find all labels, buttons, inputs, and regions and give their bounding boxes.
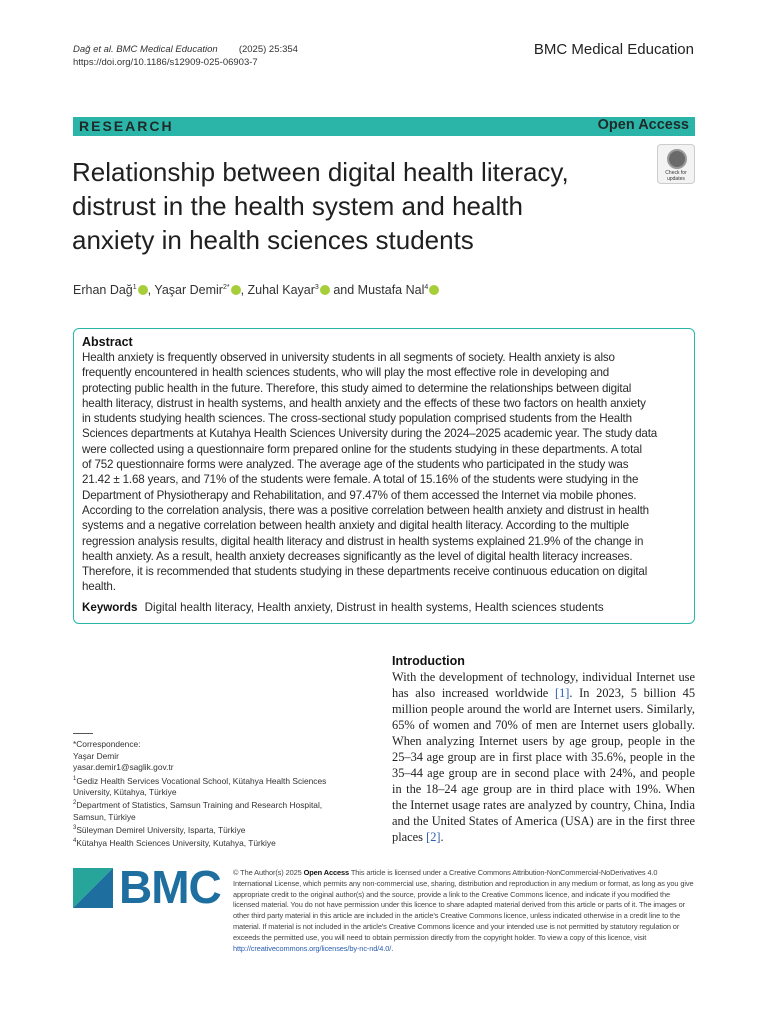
author-affiliation-sup: 2* <box>222 283 230 291</box>
abstract-line: Sciences departments at Kutahya Health Sciences University during the 2024–2025 academic year. The study data <box>82 427 658 441</box>
bmc-logo-text: BMC <box>119 861 221 913</box>
license-notice <box>233 868 695 954</box>
intro-text: With the development of technology, individual Internet use has also increased worldwide <box>392 670 695 701</box>
author-name[interactable]: Zuhal Kayar <box>247 283 315 297</box>
abstract-line: Health anxiety is frequently observed in university students in all segments of society. Health anxiety is also <box>82 351 615 364</box>
authors-connector: and <box>333 283 355 297</box>
affiliation-sup: 2 <box>73 800 77 807</box>
affiliation-text: Kütahya Health Sciences University, Kutahya, Türkiye <box>76 838 276 849</box>
abstract-line: regression analysis results, digital health literacy and distrust in health systems explained 21.9% of the change in <box>82 534 644 548</box>
abstract-line: health anxiety. As a result, health anxiety decreases significantly as the level of digital health literacy increases. <box>82 549 633 563</box>
abstract-heading: Abstract <box>82 335 133 349</box>
abstract-line: systems and a negative correlation between health anxiety and digital health literacy. According to the multiple <box>82 519 629 533</box>
footnote-divider <box>73 733 93 734</box>
journal-name: BMC Medical Education <box>533 41 694 58</box>
abstract-line: in students studying health sciences. The cross-sectional study population comprised students from the Health <box>82 412 632 426</box>
author-name[interactable]: Erhan Dağ <box>73 283 133 297</box>
abstract-box <box>73 328 695 624</box>
intro-text: . In 2023, 5 billion 45 million people around the world are Internet users. Similarly, 65% of women and 70% of men are Internet users globally. When analyzing Internet users by age group, people in the 25–34 age group are in first place with 35.6%, people in the 35–44 age group are in second place with 24%, and people in the 18–24 age group are in third place with 19%. When the Internet usage rates are analyzed by country, China, India and the United States of America (USA) are in the first three places <box>392 686 696 845</box>
title-line-2: distrust in the health system and health <box>72 191 523 221</box>
article-title <box>72 155 632 257</box>
abstract-body <box>82 350 686 595</box>
article-type-banner <box>73 117 695 136</box>
abstract-line: of 752 questionnaire forms were analyzed. The average age of the students who participated in the study was <box>82 458 629 472</box>
license-text: This article is licensed under a Creative Commons Attribution-NonCommercial-NoDerivatives 4.0 International License, which permits any non-commercial use, sharing, distribution and reproduction in any medium or format, as long as you give appropriate credit to the original author(s) and the source, provide a link to the Creative Commons licence, and indicate if you modified the licensed material. You do not have permission under this licence to share adapted material derived from this article or parts of it. The images or other third party material in this article are included in the article's Creative Commons licence, unless indicated otherwise in a credit line to the material. If material is not included in the article's Creative Commons licence and your intended use is not permitted by statutory regulation or exceeds the permitted use, you will need to obtain permission directly from the copyright holder. To view a copy of this licence, visit <box>233 868 694 942</box>
affiliation <box>73 823 353 836</box>
doi-link[interactable]: https://doi.org/10.1186/s12909-025-06903-7 <box>73 57 258 68</box>
affiliation-sup: 4 <box>73 838 77 845</box>
abstract-line: health literacy, distrust in health systems, and health anxiety and the effects of these two factors on health anxiety <box>82 396 646 410</box>
author-name[interactable]: Yaşar Demir <box>154 283 223 297</box>
abstract-line: According to the correlation analysis, there was a positive correlation between health anxiety and distrust in health <box>82 503 649 517</box>
introduction-paragraph <box>392 669 695 846</box>
author-affiliation-sup: 4 <box>424 283 429 291</box>
abstract-line: Department of Physiotherapy and Rehabilitation, and 97.47% of them accessed the Internet via mobile phones. <box>82 488 637 502</box>
citation-authors: Dağ et al. BMC Medical Education <box>73 44 218 55</box>
abstract-line: were collected using a questionnaire form prepared online for the students studying in these departments. A total <box>82 442 642 456</box>
abstract-line: health. <box>82 580 116 594</box>
orcid-icon[interactable] <box>231 285 241 295</box>
abstract-line: Therefore, it is recommended that students studying in these departments receive continuous education on digital <box>82 565 648 579</box>
abstract-line: protecting public health in the future. Therefore, this study aimed to determine the relationships between digital <box>82 381 632 395</box>
bmc-logo <box>73 861 221 914</box>
citation-header <box>73 43 298 69</box>
license-link[interactable]: http://creativecommons.org/licenses/by-nc-nd/4.0/ <box>233 943 392 953</box>
affiliation <box>73 798 353 823</box>
affiliation-sup: 1 <box>73 775 77 782</box>
author-list: Erhan Dağ$^1$ , Yaşar Demir$^{2*}$ , Zuhal Kayar$^3$ and Mustafa Nal$^4$ <box>73 283 439 297</box>
abstract-line: frequently encountered in health sciences students, who will play the most effective role in developing and <box>82 366 610 380</box>
bmc-logo-icon <box>73 868 113 908</box>
affiliation <box>73 774 353 799</box>
correspondence-name: Yaşar Demir <box>73 750 119 761</box>
affiliation-text: Department of Statistics, Samsun Training and Research Hospital, Samsun, Türkiye <box>73 800 323 822</box>
check-updates-text: Check for updates <box>665 170 687 182</box>
citation-link[interactable]: [2] <box>426 830 441 845</box>
license-end: . <box>391 943 394 953</box>
orcid-icon[interactable] <box>429 285 439 295</box>
orcid-icon[interactable] <box>138 285 148 295</box>
keywords-label: Keywords <box>82 601 138 614</box>
orcid-icon[interactable] <box>320 285 330 295</box>
affiliation-sup: 3 <box>73 825 77 832</box>
citation-link[interactable]: [1] <box>554 686 570 701</box>
correspondence-email[interactable]: yasar.demir1@saglik.gov.tr <box>73 762 174 772</box>
keywords <box>82 601 604 614</box>
title-line-3: anxiety in health sciences students <box>72 225 474 255</box>
author-affiliation-sup: 3 <box>314 283 319 291</box>
affiliation-text: Süleyman Demirel University, Isparta, Türkiye <box>76 824 246 835</box>
author-affiliation-sup: 1 <box>132 283 137 291</box>
introduction-heading: Introduction <box>392 654 465 668</box>
affiliation <box>73 836 353 849</box>
article-type-label: RESEARCH <box>79 118 174 134</box>
open-access-label: Open Access <box>597 117 689 133</box>
author-name[interactable]: Mustafa Nal <box>357 283 425 297</box>
check-updates-icon <box>667 149 687 169</box>
citation-year-volume: (2025) 25:354 <box>238 44 298 55</box>
abstract-line: 21.42 ± 1.68 years, and 71% of the students were female. A total of 15.16% of the students were studying in the <box>82 473 639 487</box>
affiliation-text: Gediz Health Services Vocational School, Kütahya Health Sciences University, Kütahya, Türkiye <box>73 775 327 797</box>
license-open-access: Open Access <box>303 868 350 877</box>
correspondence-label: *Correspondence: <box>73 739 141 749</box>
footnotes <box>73 739 353 850</box>
license-copyright: © The Author(s) 2025 <box>233 868 304 877</box>
keywords-list: Digital health literacy, Health anxiety, Distrust in health systems, Health sciences students <box>144 601 604 614</box>
title-line-1: Relationship between digital health literacy, <box>72 157 569 187</box>
check-for-updates-button[interactable] <box>657 144 695 184</box>
intro-text: . <box>440 830 444 845</box>
